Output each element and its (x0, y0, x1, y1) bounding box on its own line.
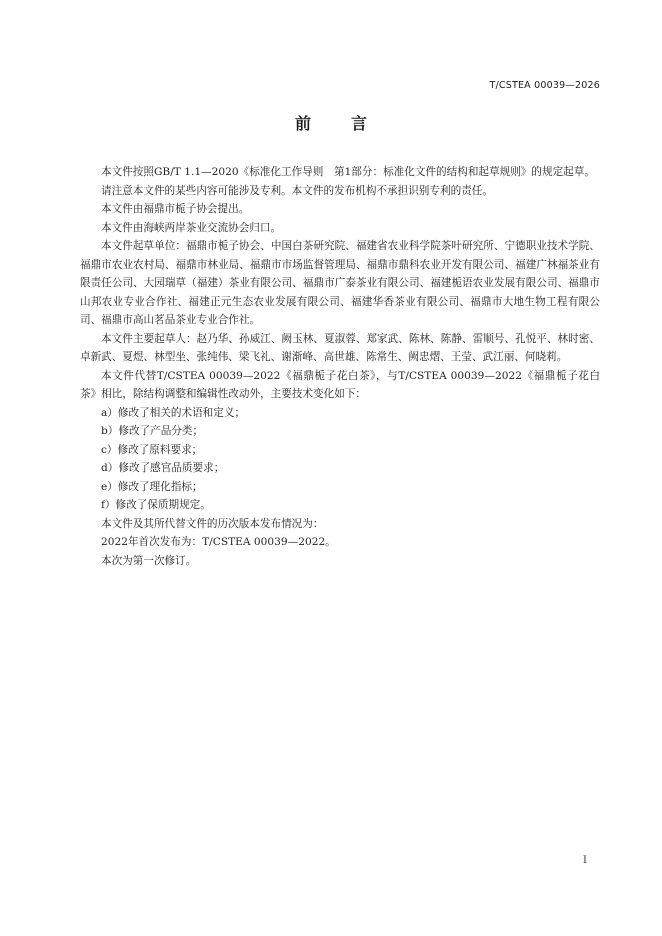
paragraph-drafting-organizations: 本文件起草单位：福鼎市栀子协会、中国白茶研究院、福建省农业科学院茶叶研究所、宁德职业技术学院、福鼎市农业农村局、福鼎市林业局、福鼎市市场监督管理局、福鼎市鼎科农业开发有限公司、福建广林福茶业有限责任公司、大园瑞草（福建）茶业有限公司、福鼎市广泰茶业有限公司、福建栀语农业发展有限公司、福鼎市山邦农业专业合作社、福建正元生态农业发展有限公司、福建华香茶业有限公司、福鼎市大地生物工程有限公司、福鼎市高山茗品茶业专业合作社。 (80, 240, 600, 326)
list-item-change-d: d）修改了感官品质要求； (101, 462, 225, 474)
list-item-change-e: e）修改了理化指标； (101, 480, 203, 493)
page-title: 前言 (294, 114, 407, 133)
list-item-change-a: a）修改了相关的术语和定义； (101, 406, 246, 419)
paragraph-replacement-note: 本文件代替T/CSTEA 00039—2022《福鼎栀子花白茶》，与T/CSTEA 00039—2022《福鼎栀子花白茶》相比，除结构调整和编辑性改动外，主要技术变化如下： (80, 369, 600, 400)
paragraph-centralized-unit: 本文件由海峡两岸茶业交流协会归口。 (101, 221, 282, 234)
document-code: T/CSTEA 00039—2026 (489, 80, 600, 91)
list-item-change-c: c）修改了原料要求； (101, 443, 203, 456)
paragraph-first-release: 2022年首次发布为：T/CSTEA 00039—2022。 (101, 536, 336, 548)
foreword-body (80, 163, 600, 570)
paragraph-history-intro: 本文件及其所代替文件的历次版本发布情况为： (101, 517, 324, 530)
list-item-change-b: b）修改了产品分类； (101, 425, 204, 437)
page-number: I (583, 855, 587, 866)
paragraph-proposer: 本文件由福鼎市栀子协会提出。 (101, 203, 250, 215)
list-item-change-f: f）修改了保质期规定。 (101, 499, 211, 511)
paragraph-main-drafters: 本文件主要起草人：赵乃华、孙威江、阙玉林、夏淑蓉、郑家武、陈林、陈静、雷顺号、孔悦平、林时密、卓新武、夏煜、林型坐、张纯伟、梁飞礼、谢渐峰、高世雄、陈常生、阙忠熠、王莹、武江丽、何晓莉。 (80, 332, 600, 363)
paragraph-revision-note: 本次为第一次修订。 (101, 554, 197, 567)
paragraph-drafting-basis: 本文件按照GB/T 1.1—2020《标准化工作导则 第1部分：标准化文件的结构和起草规则》的规定起草。 (101, 166, 595, 178)
paragraph-patent-notice: 请注意本文件的某些内容可能涉及专利。本文件的发布机构不承担识别专利的责任。 (101, 184, 493, 197)
